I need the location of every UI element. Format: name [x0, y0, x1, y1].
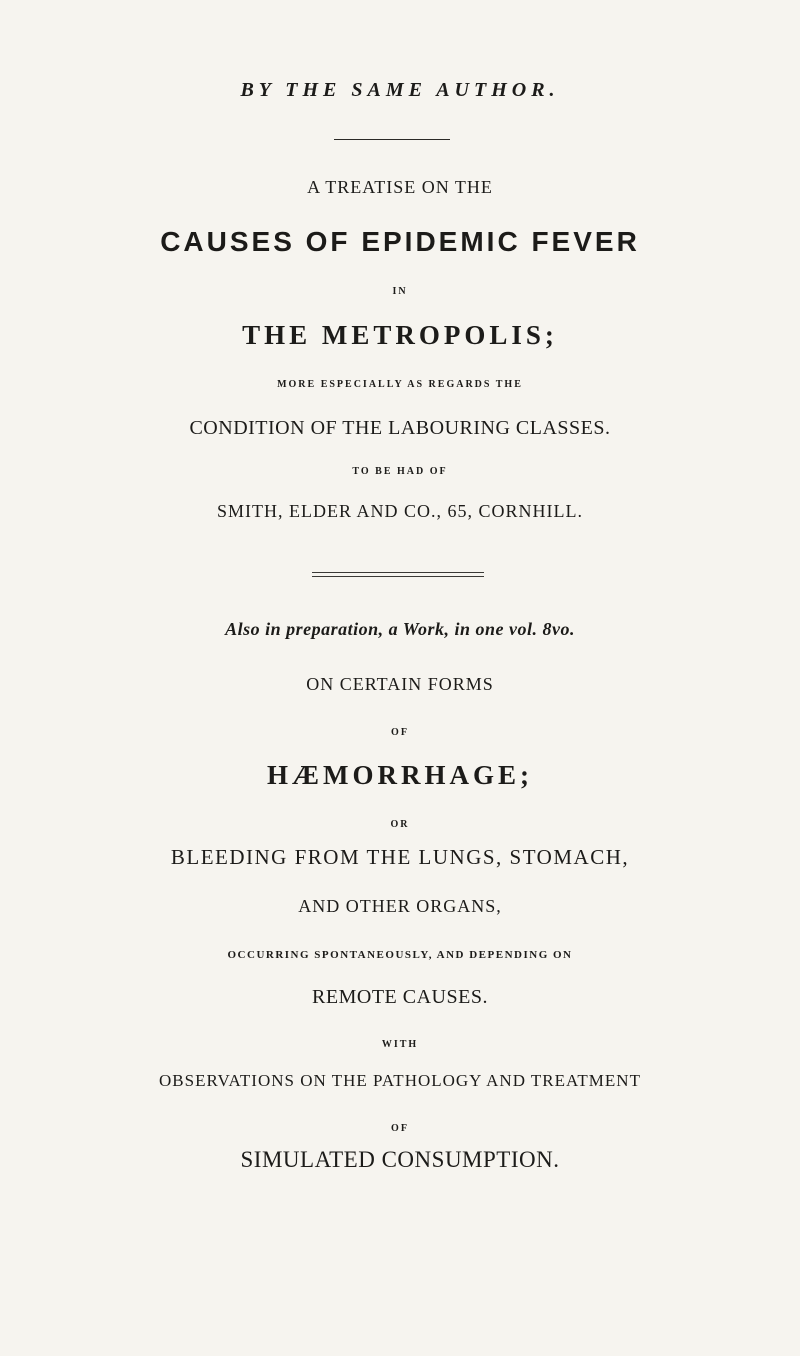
- book2-connector-of: OF: [391, 727, 409, 738]
- book1-subtitle-small: MORE ESPECIALLY AS REGARDS THE: [277, 379, 523, 390]
- book1-publisher: SMITH, ELDER AND CO., 65, CORNHILL.: [217, 501, 583, 521]
- book2-preparation-note: Also in preparation, a Work, in one vol. 8vo.: [225, 619, 575, 639]
- book1-condition: CONDITION OF THE LABOURING CLASSES.: [189, 417, 611, 439]
- book1-main-title: CAUSES OF EPIDEMIC FEVER: [160, 226, 640, 257]
- book2-occurring: OCCURRING SPONTANEOUSLY, AND DEPENDING ON: [227, 949, 573, 961]
- book2-connector-of-2: OF: [391, 1123, 409, 1134]
- book2-haemorrhage: HÆMORRHAGE;: [267, 760, 533, 790]
- book1-line1: A TREATISE ON THE: [307, 177, 493, 197]
- header-by-same-author: BY THE SAME AUTHOR.: [240, 79, 560, 101]
- book1-connector-in: IN: [392, 286, 408, 297]
- book2-bleeding: BLEEDING FROM THE LUNGS, STOMACH,: [170, 845, 630, 869]
- book2-line2: ON CERTAIN FORMS: [306, 674, 494, 694]
- book2-other-organs: AND OTHER ORGANS,: [298, 896, 502, 916]
- book2-connector-or: OR: [390, 819, 410, 830]
- book2-simulated-consumption: SIMULATED CONSUMPTION.: [240, 1147, 560, 1172]
- section-divider-top: [312, 572, 484, 573]
- book2-connector-with: WITH: [381, 1039, 419, 1050]
- book1-metropolis: THE METROPOLIS;: [242, 320, 558, 350]
- book1-to-be-had: TO BE HAD OF: [352, 466, 448, 477]
- book2-remote-causes: REMOTE CAUSES.: [312, 986, 488, 1008]
- section-divider-bottom: [312, 576, 484, 577]
- header-rule: [334, 139, 450, 140]
- book2-observations: OBSERVATIONS ON THE PATHOLOGY AND TREATMENT: [159, 1071, 641, 1090]
